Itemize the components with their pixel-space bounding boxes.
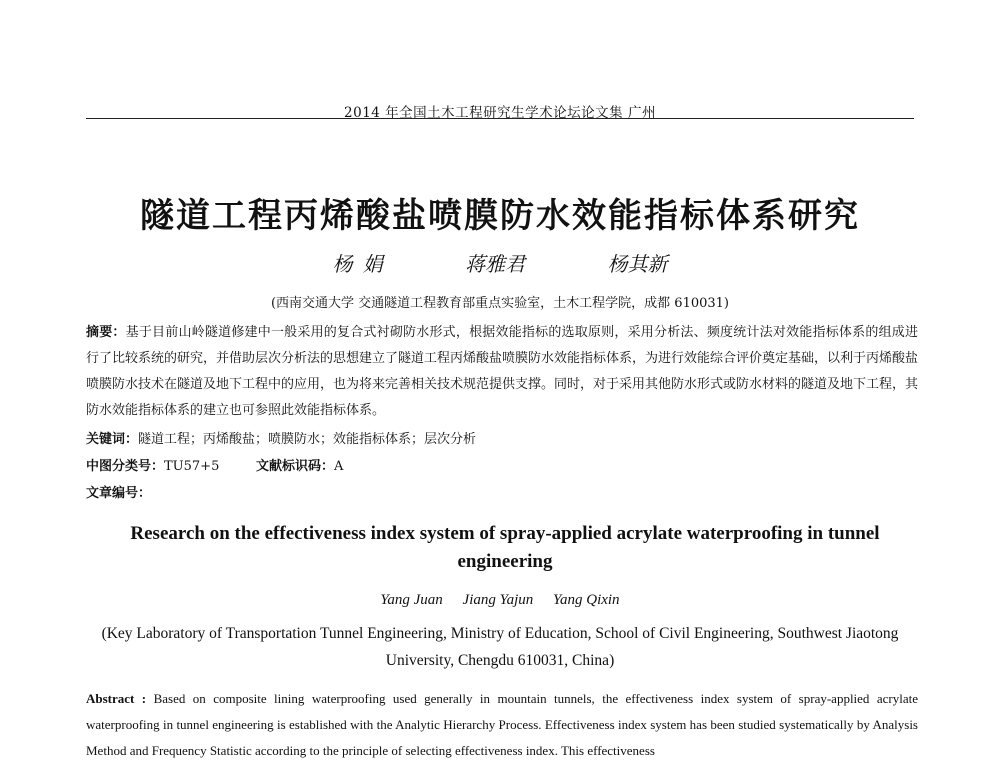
doc-code-value: A bbox=[334, 459, 344, 474]
affiliation-en: (Key Laboratory of Transportation Tunnel Engineering, Ministry of Education, School of Civil Engineering, Southwest Jiaotong University, Chengdu 610031, China) bbox=[101, 625, 899, 669]
abstract-en-label: Abstract : bbox=[86, 691, 147, 706]
abstract-cn-label: 摘要： bbox=[86, 325, 126, 340]
article-number-line bbox=[86, 482, 151, 501]
author-cn-2: 蒋雅君 bbox=[465, 252, 526, 276]
doc-code-label: 文献标识码： bbox=[256, 459, 335, 474]
clc-value: TU57+5 bbox=[164, 459, 220, 474]
abstract-cn-text: 基于目前山岭隧道修建中一般采用的复合式衬砌防水形式，根据效能指标的选取原则，采用分析法、频度统计法对效能指标体系的组成进行了比较系统的研究，并借助层次分析法的思想建立了隧道工程丙烯酸盐喷膜防水效能指标体系，为进行效能综合评价奠定基础，以利于丙烯酸盐喷膜防水技术在隧道及地下工程中的应用，也为将来完善相关技术规范提供支撑。同时，对于采用其他防水形式或防水材料的隧道及地下工程，其防水效能指标体系的建立也可参照此效能指标体系。 bbox=[86, 325, 919, 418]
paper-title-cn: 隧道工程丙烯酸盐喷膜防水效能指标体系研究 bbox=[140, 196, 860, 236]
authors-en bbox=[0, 592, 1000, 609]
keywords-text: 隧道工程；丙烯酸盐；喷膜防水；效能指标体系；层次分析 bbox=[138, 432, 477, 447]
authors-cn bbox=[0, 248, 1000, 277]
abstract-en bbox=[86, 686, 918, 764]
keywords-label: 关键词： bbox=[86, 432, 139, 447]
classification-line bbox=[86, 455, 343, 474]
paper-title-en: Research on the effectiveness index system of spray-applied acrylate waterproofing in tunnel engineering bbox=[130, 523, 880, 572]
author-cn-3: 杨其新 bbox=[607, 252, 668, 276]
keywords-line bbox=[86, 428, 476, 447]
running-header: 2014 年全国土木工程研究生学术论坛论文集 广州 bbox=[344, 105, 656, 121]
author-en-3: Yang Qixin bbox=[553, 592, 620, 608]
article-no-label: 文章编号： bbox=[86, 486, 152, 501]
header-rule bbox=[86, 118, 914, 119]
abstract-cn bbox=[86, 320, 918, 424]
author-cn-1: 杨 娟 bbox=[332, 252, 383, 276]
author-en-1: Yang Juan bbox=[380, 592, 443, 608]
clc-label: 中图分类号： bbox=[86, 459, 165, 474]
abstract-en-text: Based on composite lining waterproofing used generally in mountain tunnels, the effectiveness index system of spray-applied acrylate waterproofing in tunnel engineering is established with the Analytic Hierarchy Process. Effectiveness index system has been studied systematically by Analysis Method and Frequency Statistic according to the principle of selecting effectiveness index. This effectiveness bbox=[86, 691, 918, 758]
author-en-2: Jiang Yajun bbox=[462, 592, 534, 608]
affiliation-cn: (西南交通大学 交通隧道工程教育部重点实验室，土木工程学院，成都 610031) bbox=[270, 296, 730, 311]
